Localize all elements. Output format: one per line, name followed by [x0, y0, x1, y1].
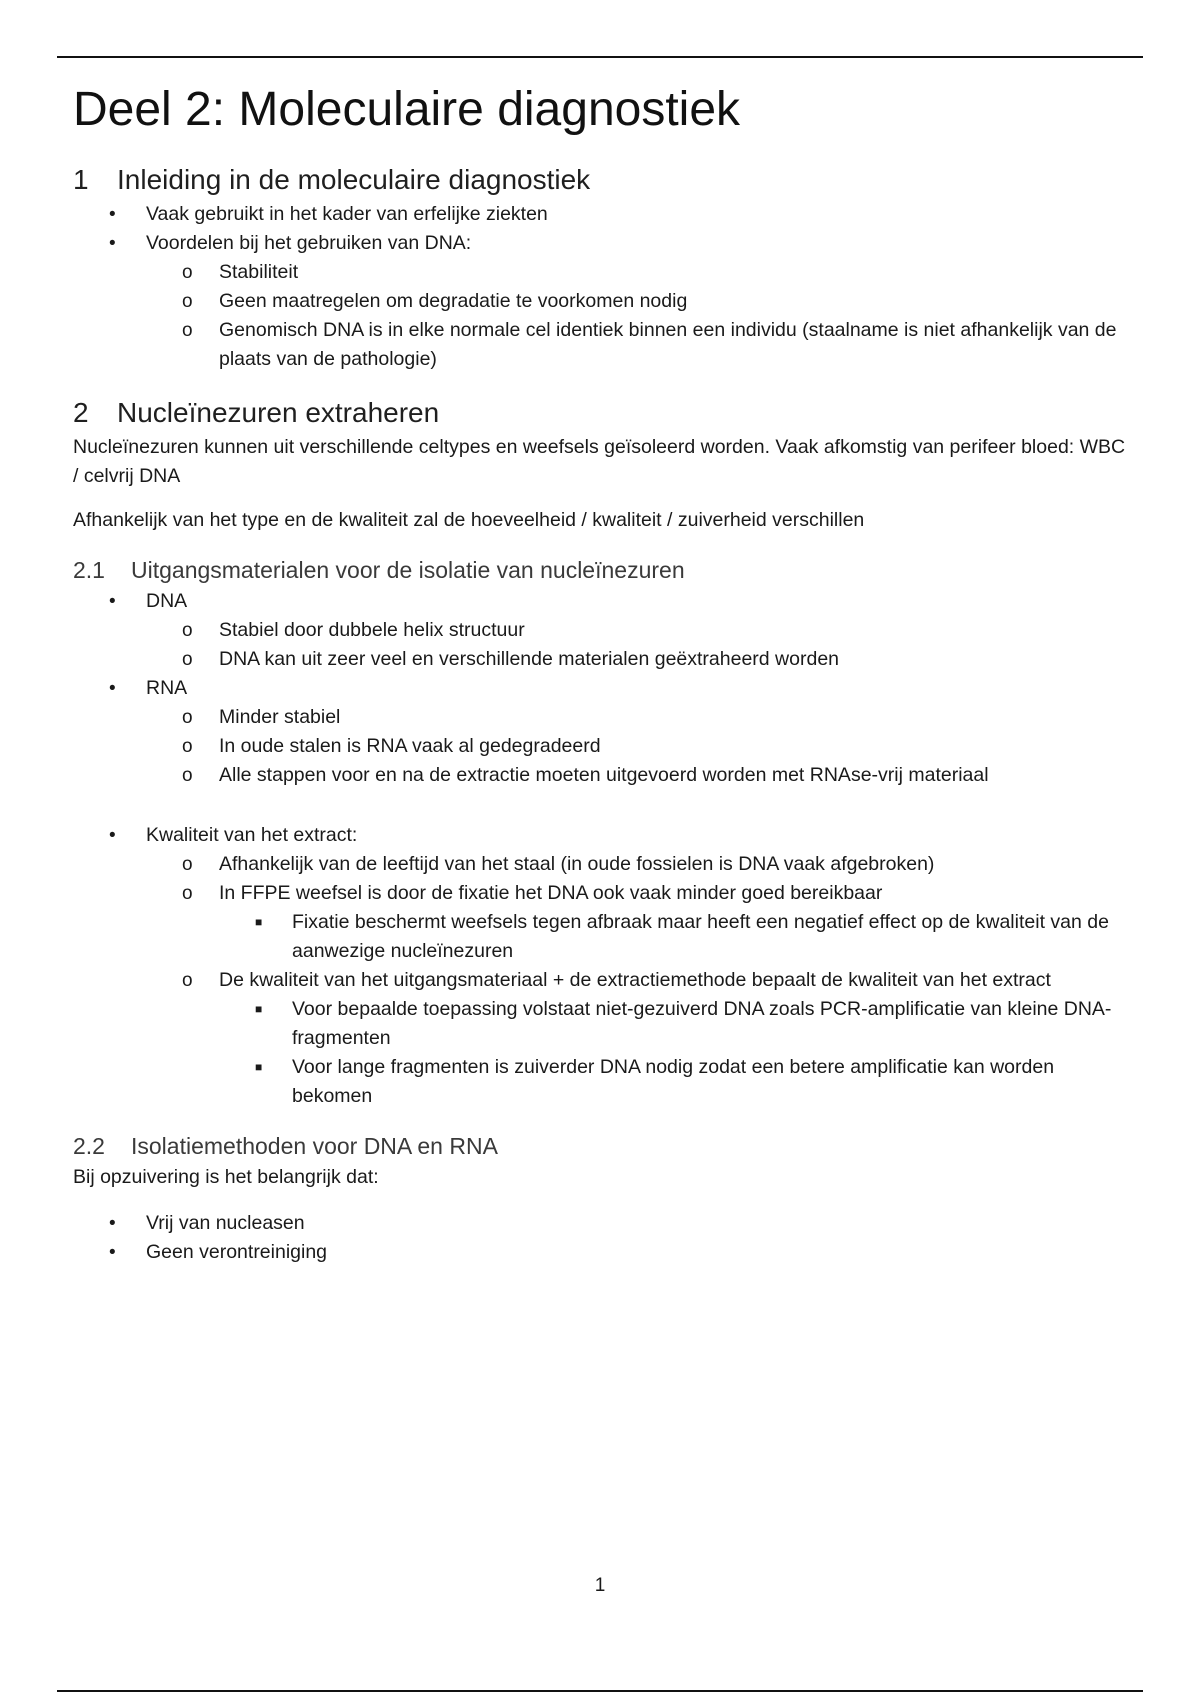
bullet-icon: • — [109, 825, 116, 846]
section-2-2-list — [73, 1209, 1133, 1267]
list-item: ■ Voor lange fragmenten is zuiverder DNA nodig zodat een betere amplificatie kan worden bekomen — [73, 1053, 1133, 1111]
section-title: Nucleïnezuren extraheren — [117, 397, 440, 428]
list-item: ■ Fixatie beschermt weefsels tegen afbraak maar heeft een negatief effect op de kwaliteit van de aanwezige nucleïnezuren — [73, 908, 1133, 966]
section-title: Uitgangsmaterialen voor de isolatie van nucleïnezuren — [131, 557, 685, 583]
document-title: Deel 2: Moleculaire diagnostiek — [73, 83, 741, 136]
list-item: • Voordelen bij het gebruiken van DNA: o Stabiliteit o Geen maatregelen om degradatie te voorkomen nodig o Genomisch DNA is in elke normale cel identiek binnen een individu (staalname is niet afhankelijk van de plaats van de pathologie) — [73, 229, 1133, 374]
list-item: o In FFPE weefsel is door de fixatie het DNA ook vaak minder goed bereikbaar ■ Fixatie beschermt weefsels tegen afbraak maar heeft een negatief effect op de kwaliteit van de aanwezige nucleïnezuren — [73, 879, 1133, 966]
circle-bullet-icon: o — [182, 262, 193, 283]
circle-bullet-icon: o — [182, 291, 193, 312]
section-1-list — [73, 200, 1133, 374]
list-item: • DNA o Stabiel door dubbele helix structuur o DNA kan uit zeer veel en verschillende materialen geëxtraheerd worden — [73, 587, 1133, 674]
section-2-1-list — [73, 587, 1133, 1111]
section-number: 2.2 — [73, 1133, 105, 1159]
circle-bullet-icon: o — [182, 620, 193, 641]
list-item: • Kwaliteit van het extract: o Afhankelijk van de leeftijd van het staal (in oude fossielen is DNA vaak afgebroken) o In FFPE weefsel is door de fixatie het DNA ook vaak minder goed bereikbaar ■ Fixatie beschermt weefsels tegen afbraak maar heeft een negatief effect op de kwaliteit van de aanwezige nucleïnezuren o De kwaliteit van het uitgangsmateriaal + de extractiemethode bepaalt de kwaliteit van het extract ■ Voor bepaalde toepassing volstaat niet-gezuiverd DNA zoals PCR-amplificatie van kleine DNA-fragmenten ■ Voor lange fragmenten is zuiverder DNA nodig zodat een betere amplificatie kan worden bekomen — [73, 821, 1133, 1111]
circle-bullet-icon: o — [182, 854, 193, 875]
list-item: • Vaak gebruikt in het kader van erfelijke ziekten — [73, 200, 1133, 229]
list-item: o DNA kan uit zeer veel en verschillende materialen geëxtraheerd worden — [73, 645, 1133, 674]
circle-bullet-icon: o — [182, 883, 193, 904]
subsection-2-1-heading — [73, 553, 1133, 587]
circle-bullet-icon: o — [182, 970, 193, 991]
bullet-icon: • — [109, 591, 116, 612]
section-1-heading — [73, 160, 1133, 200]
circle-bullet-icon: o — [182, 320, 193, 341]
document-body — [73, 74, 1133, 1267]
list-item: o Stabiel door dubbele helix structuur — [73, 616, 1133, 645]
list-item: • Vrij van nucleasen — [73, 1209, 1133, 1238]
paragraph: Bij opzuivering is het belangrijk dat: — [73, 1166, 379, 1188]
section-title: Inleiding in de moleculaire diagnostiek — [117, 164, 591, 195]
list-item: o Genomisch DNA is in elke normale cel identiek binnen een individu (staalname is niet afhankelijk van de plaats van de pathologie) — [73, 316, 1133, 374]
list-item: o In oude stalen is RNA vaak al gedegradeerd — [73, 732, 1133, 761]
page-number: 1 — [594, 1575, 606, 1596]
sub-list — [146, 616, 1133, 674]
bullet-icon: • — [109, 233, 116, 254]
list-item: o Stabiliteit — [73, 258, 1133, 287]
paragraph: Afhankelijk van het type en de kwaliteit zal de hoeveelheid / kwaliteit / zuiverheid verschillen — [73, 509, 865, 531]
list-item: • Geen verontreiniging — [73, 1238, 1133, 1267]
sub-list — [146, 258, 1133, 374]
top-rule — [57, 56, 1143, 58]
bullet-icon: • — [109, 204, 116, 225]
square-bullet-icon: ■ — [255, 1060, 263, 1074]
circle-bullet-icon: o — [182, 736, 193, 757]
sub-list — [146, 703, 1133, 790]
sub-list — [146, 850, 1133, 1111]
list-item: o Minder stabiel — [73, 703, 1133, 732]
circle-bullet-icon: o — [182, 649, 193, 670]
list-item: ■ Voor bepaalde toepassing volstaat niet-gezuiverd DNA zoals PCR-amplificatie van kleine DNA-fragmenten — [73, 995, 1133, 1053]
circle-bullet-icon: o — [182, 765, 193, 786]
section-title: Isolatiemethoden voor DNA en RNA — [131, 1133, 498, 1159]
list-item: o Geen maatregelen om degradatie te voorkomen nodig — [73, 287, 1133, 316]
section-number: 2.1 — [73, 557, 105, 583]
subsection-2-2-heading — [73, 1129, 1133, 1163]
square-bullet-icon: ■ — [255, 1002, 263, 1016]
square-bullet-icon: ■ — [255, 915, 263, 929]
bullet-icon: • — [109, 1213, 116, 1234]
sub-sub-list — [219, 908, 1133, 966]
list-item: • RNA o Minder stabiel o In oude stalen is RNA vaak al gedegradeerd o Alle stappen voor en na de extractie moeten uitgevoerd worden met RNAse-vrij materiaal — [73, 674, 1133, 790]
sub-sub-list — [219, 995, 1133, 1111]
section-2-heading — [73, 393, 1133, 433]
list-item: o Afhankelijk van de leeftijd van het staal (in oude fossielen is DNA vaak afgebroken) — [73, 850, 1133, 879]
bullet-icon: • — [109, 678, 116, 699]
bullet-icon: • — [109, 1242, 116, 1263]
circle-bullet-icon: o — [182, 707, 193, 728]
section-number: 1 — [73, 164, 89, 195]
list-item: o Alle stappen voor en na de extractie moeten uitgevoerd worden met RNAse-vrij materiaal — [73, 761, 1133, 790]
section-number: 2 — [73, 397, 89, 428]
list-item: o De kwaliteit van het uitgangsmateriaal + de extractiemethode bepaalt de kwaliteit van het extract ■ Voor bepaalde toepassing volstaat niet-gezuiverd DNA zoals PCR-amplificatie van kleine DNA-fragmenten ■ Voor lange fragmenten is zuiverder DNA nodig zodat een betere amplificatie kan worden bekomen — [73, 966, 1133, 1111]
bottom-rule — [57, 1690, 1143, 1692]
paragraph: Nucleïnezuren kunnen uit verschillende celtypes en weefsels geïsoleerd worden. Vaak afkomstig van perifeer bloed: WBC / celvrij DNA — [73, 436, 1126, 487]
